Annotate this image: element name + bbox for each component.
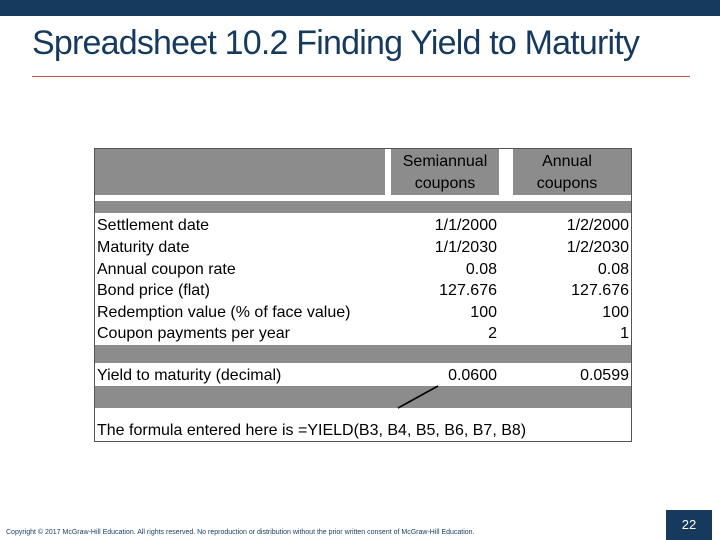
row-label: Bond price (flat) — [97, 282, 210, 299]
header-gap — [499, 149, 513, 195]
pointer-line — [396, 384, 440, 410]
row-label: Coupon payments per year — [97, 325, 290, 342]
header-annual: Annual coupons — [536, 153, 598, 192]
row-label: Redemption value (% of face value) — [97, 304, 351, 321]
annual-value: 0.08 — [597, 261, 629, 278]
spreadsheet — [94, 148, 632, 442]
formula-note: The formula entered here is =YIELD(B3, B4, B5, B6, B7, B8) — [97, 422, 527, 439]
table-row — [95, 280, 631, 301]
semiannual-value: 1/1/2000 — [434, 217, 497, 234]
table-row — [95, 215, 631, 236]
ytm-annual: 0.0599 — [580, 367, 629, 384]
grey-band — [95, 345, 631, 363]
row-label: Settlement date — [97, 217, 210, 234]
semiannual-value: 100 — [470, 304, 497, 321]
ytm-semiannual: 0.0600 — [448, 367, 497, 384]
annual-value: 100 — [602, 304, 629, 321]
copyright-footer: Copyright © 2017 McGraw-Hill Education. All rights reserved. No reproduction or distribution without the prior written consent of McGraw-Hill Education. — [6, 529, 475, 536]
grey-band — [95, 386, 631, 408]
row-label: Annual coupon rate — [97, 261, 236, 278]
annual-value: 1 — [620, 325, 629, 342]
table-row — [95, 237, 631, 258]
slide-title: Spreadsheet 10.2 Finding Yield to Maturity — [32, 24, 640, 62]
page-number: 22 — [666, 510, 712, 540]
semiannual-value: 1/1/2030 — [434, 239, 497, 256]
annual-value: 1/2/2030 — [566, 239, 629, 256]
title-rule — [32, 76, 690, 77]
grey-band — [95, 201, 631, 213]
table-row — [95, 259, 631, 280]
semiannual-value: 0.08 — [465, 261, 497, 278]
semiannual-value: 127.676 — [439, 282, 497, 299]
header-semiannual: Semiannual coupons — [402, 153, 488, 192]
ytm-label: Yield to maturity (decimal) — [97, 367, 282, 384]
annual-value: 127.676 — [571, 282, 629, 299]
semiannual-value: 2 — [488, 325, 497, 342]
top-bar — [0, 0, 720, 16]
row-label: Maturity date — [97, 239, 190, 256]
ytm-row — [95, 365, 631, 386]
table-row — [95, 323, 631, 344]
annual-value: 1/2/2000 — [566, 217, 629, 234]
table-row — [95, 302, 631, 323]
